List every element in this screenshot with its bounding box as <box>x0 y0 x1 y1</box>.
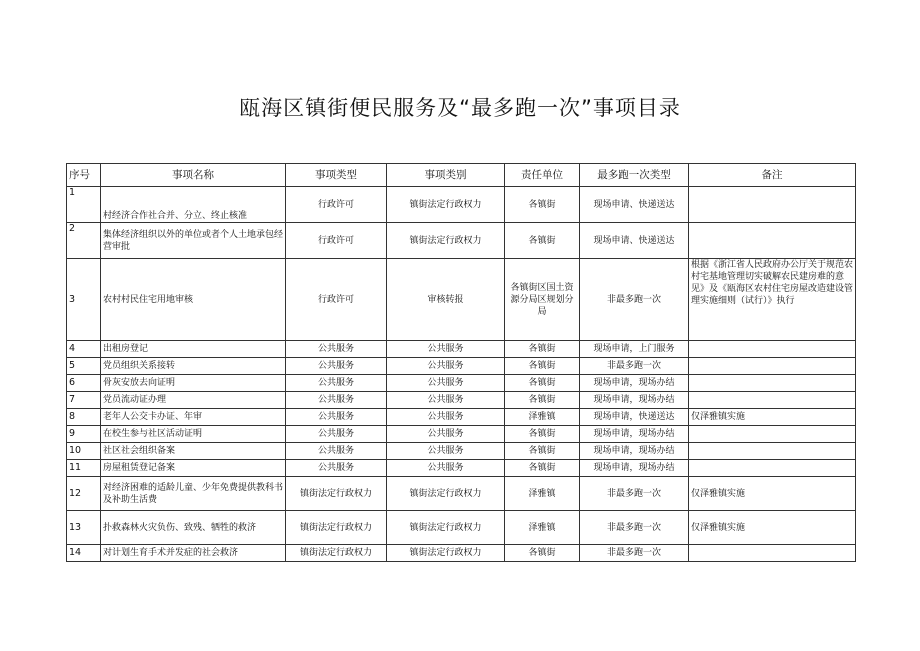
column-header-type: 事项类型 <box>286 164 387 187</box>
column-header-no: 序号 <box>67 164 101 187</box>
responsible-unit: 各镇街 <box>505 358 580 375</box>
paoyici-type: 非最多跑一次 <box>580 358 689 375</box>
paoyici-type: 非最多跑一次 <box>580 477 689 511</box>
item-type: 行政许可 <box>286 259 387 341</box>
column-header-name: 事项名称 <box>101 164 286 187</box>
item-name: 党员组织关系接转 <box>101 358 286 375</box>
table-row <box>67 358 856 375</box>
row-number: 9 <box>67 426 101 443</box>
table-header-row <box>67 164 856 187</box>
column-header-paoyici: 最多跑一次类型 <box>580 164 689 187</box>
responsible-unit: 各镇街 <box>505 426 580 443</box>
remark <box>689 460 856 477</box>
service-catalog-table <box>66 163 856 562</box>
paoyici-type: 现场申请，现场办结 <box>580 375 689 392</box>
column-header-unit: 责任单位 <box>505 164 580 187</box>
responsible-unit: 泽雅镇 <box>505 511 580 545</box>
table-row <box>67 443 856 460</box>
item-category: 公共服务 <box>387 392 505 409</box>
item-type: 公共服务 <box>286 460 387 477</box>
responsible-unit: 各镇街 <box>505 375 580 392</box>
item-name: 扑救森林火灾负伤、致残、牺牲的救济 <box>101 511 286 545</box>
responsible-unit: 各镇街区国土资源分局区规划分局 <box>505 259 580 341</box>
item-type: 镇街法定行政权力 <box>286 477 387 511</box>
paoyici-type: 现场申请，现场办结 <box>580 426 689 443</box>
paoyici-type: 现场申请，快递送达 <box>580 409 689 426</box>
table-row <box>67 375 856 392</box>
item-type: 公共服务 <box>286 426 387 443</box>
item-category: 镇街法定行政权力 <box>387 545 505 562</box>
table-row <box>67 392 856 409</box>
item-type: 行政许可 <box>286 187 387 223</box>
document-title: 瓯海区镇街便民服务及“最多跑一次”事项目录 <box>239 96 681 120</box>
item-type: 镇街法定行政权力 <box>286 511 387 545</box>
item-type: 公共服务 <box>286 409 387 426</box>
paoyici-type: 现场申请、快递送达 <box>580 223 689 259</box>
remark <box>689 223 856 259</box>
responsible-unit: 各镇街 <box>505 187 580 223</box>
row-number: 11 <box>67 460 101 477</box>
item-name: 社区社会组织备案 <box>101 443 286 460</box>
remark <box>689 426 856 443</box>
row-number: 6 <box>67 375 101 392</box>
remark: 根据《浙江省人民政府办公厅关于规范农村宅基地管理切实破解农民建房难的意见》及《瓯海区农村住宅房屋改造建设管理实施细则（试行）》执行 <box>689 259 856 341</box>
item-category: 镇街法定行政权力 <box>387 511 505 545</box>
paoyici-type: 现场申请，上门服务 <box>580 341 689 358</box>
table-row <box>67 477 856 511</box>
item-name: 对经济困难的适龄儿童、少年免费提供教科书及补助生活费 <box>101 477 286 511</box>
item-type: 行政许可 <box>286 223 387 259</box>
responsible-unit: 泽雅镇 <box>505 477 580 511</box>
item-category: 镇街法定行政权力 <box>387 223 505 259</box>
row-number: 12 <box>67 477 101 511</box>
remark: 仅泽雅镇实施 <box>689 409 856 426</box>
item-name: 对计划生育手术并发症的社会救济 <box>101 545 286 562</box>
item-name: 党员流动证办理 <box>101 392 286 409</box>
table-row <box>67 341 856 358</box>
remark <box>689 187 856 223</box>
item-name: 出租房登记 <box>101 341 286 358</box>
table-row <box>67 545 856 562</box>
item-type: 公共服务 <box>286 375 387 392</box>
paoyici-type: 现场申请，现场办结 <box>580 392 689 409</box>
row-number: 3 <box>67 259 101 341</box>
table-row <box>67 511 856 545</box>
item-name: 村经济合作社合并、分立、终止核准 <box>101 187 286 223</box>
row-number: 14 <box>67 545 101 562</box>
row-number: 13 <box>67 511 101 545</box>
item-category: 镇街法定行政权力 <box>387 477 505 511</box>
remark: 仅泽雅镇实施 <box>689 477 856 511</box>
item-type: 公共服务 <box>286 358 387 375</box>
item-name: 在校生参与社区活动证明 <box>101 426 286 443</box>
item-category: 公共服务 <box>387 460 505 477</box>
table-row <box>67 223 856 259</box>
item-category: 公共服务 <box>387 426 505 443</box>
paoyici-type: 现场申请、快递送达 <box>580 187 689 223</box>
row-number: 7 <box>67 392 101 409</box>
remark <box>689 375 856 392</box>
responsible-unit: 各镇街 <box>505 460 580 477</box>
remark <box>689 358 856 375</box>
column-header-category: 事项类别 <box>387 164 505 187</box>
responsible-unit: 泽雅镇 <box>505 409 580 426</box>
row-number: 8 <box>67 409 101 426</box>
row-number: 4 <box>67 341 101 358</box>
item-category: 公共服务 <box>387 341 505 358</box>
table-row <box>67 460 856 477</box>
row-number: 10 <box>67 443 101 460</box>
table-row <box>67 187 856 223</box>
item-name: 农村村民住宅用地审核 <box>101 259 286 341</box>
paoyici-type: 非最多跑一次 <box>580 545 689 562</box>
table-row <box>67 409 856 426</box>
item-name: 集体经济组织以外的单位或者个人土地承包经营审批 <box>101 223 286 259</box>
responsible-unit: 各镇街 <box>505 545 580 562</box>
responsible-unit: 各镇街 <box>505 341 580 358</box>
item-type: 公共服务 <box>286 443 387 460</box>
item-name: 老年人公交卡办证、年审 <box>101 409 286 426</box>
row-number: 2 <box>67 223 101 259</box>
remark <box>689 392 856 409</box>
item-name: 房屋租赁登记备案 <box>101 460 286 477</box>
item-category: 公共服务 <box>387 358 505 375</box>
table-row <box>67 259 856 341</box>
paoyici-type: 现场申请，现场办结 <box>580 443 689 460</box>
row-number: 1 <box>67 187 101 223</box>
item-type: 公共服务 <box>286 341 387 358</box>
remark <box>689 545 856 562</box>
column-header-remark: 备注 <box>689 164 856 187</box>
paoyici-type: 非最多跑一次 <box>580 259 689 341</box>
table-row <box>67 426 856 443</box>
item-category: 镇街法定行政权力 <box>387 187 505 223</box>
item-category: 审核转报 <box>387 259 505 341</box>
paoyici-type: 现场申请，现场办结 <box>580 460 689 477</box>
paoyici-type: 非最多跑一次 <box>580 511 689 545</box>
item-category: 公共服务 <box>387 409 505 426</box>
remark: 仅泽雅镇实施 <box>689 511 856 545</box>
responsible-unit: 各镇街 <box>505 443 580 460</box>
responsible-unit: 各镇街 <box>505 223 580 259</box>
item-name: 骨灰安放去向证明 <box>101 375 286 392</box>
remark <box>689 443 856 460</box>
remark <box>689 341 856 358</box>
item-type: 镇街法定行政权力 <box>286 545 387 562</box>
item-type: 公共服务 <box>286 392 387 409</box>
item-category: 公共服务 <box>387 443 505 460</box>
responsible-unit: 各镇街 <box>505 392 580 409</box>
row-number: 5 <box>67 358 101 375</box>
item-category: 公共服务 <box>387 375 505 392</box>
